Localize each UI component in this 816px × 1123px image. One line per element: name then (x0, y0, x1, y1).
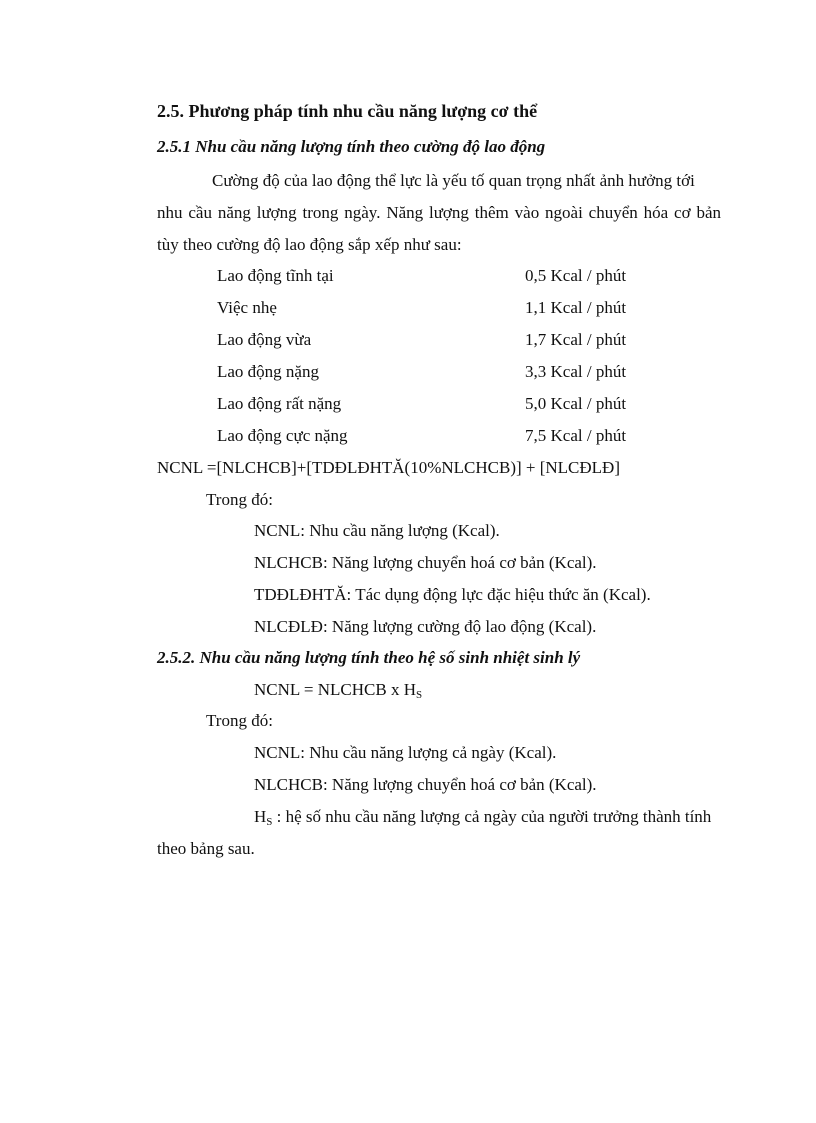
rate-value: 5,0 Kcal / phút (525, 394, 627, 413)
paragraph-line: tùy theo cường độ lao động sắp xếp như sau: (157, 235, 462, 254)
definition-line: TDĐLĐHTĂ: Tác dụng động lực đặc hiệu thức ăn (Kcal). (254, 585, 651, 604)
formula-main: NCNL = NLCHCB x H (254, 680, 416, 699)
rate-value: 0,5 Kcal / phút (525, 266, 627, 285)
definition-line: NCNL: Nhu cầu năng lượng (Kcal). (254, 521, 500, 540)
definition-line: NLCĐLĐ: Năng lượng cường độ lao động (Kcal). (254, 617, 597, 636)
hs-subscript: S (266, 816, 273, 828)
subsection-1-title: 2.5.1 Nhu cầu năng lượng tính theo cường độ lao động (157, 137, 546, 156)
rate-label: Lao động tĩnh tại (217, 266, 334, 285)
rate-value: 7,5 Kcal / phút (525, 426, 627, 445)
hs-description: : hệ số nhu cầu năng lượng cả ngày của người trưởng thành tính (272, 807, 712, 826)
rate-label: Lao động nặng (217, 362, 319, 381)
rate-value: 3,3 Kcal / phút (525, 362, 627, 381)
rate-label: Lao động rất nặng (217, 394, 342, 413)
formula-subscript: S (415, 689, 423, 701)
rate-label: Lao động vừa (217, 330, 312, 349)
section-title: 2.5. Phương pháp tính nhu cầu năng lượng cơ thể (157, 101, 538, 121)
where-label: Trong đó: (206, 490, 273, 509)
definition-line-hs (254, 806, 711, 828)
subsection-2-title: 2.5.2. Nhu cầu năng lượng tính theo hệ số sinh nhiệt sinh lý (157, 648, 581, 667)
paragraph-line: Cường độ của lao động thể lực là yếu tố quan trọng nhất ảnh hưởng tới (212, 171, 695, 190)
rate-label: Việc nhẹ (217, 298, 277, 317)
formula: NCNL =[NLCHCB]+[TDĐLĐHTĂ(10%NLCHCB)] + [NLCĐLĐ] (157, 458, 620, 477)
rate-label: Lao động cực nặng (217, 426, 348, 445)
rate-value: 1,7 Kcal / phút (525, 330, 627, 349)
formula-hs (254, 679, 422, 701)
definition-line: NLCHCB: Năng lượng chuyển hoá cơ bản (Kcal). (254, 775, 597, 794)
definition-line: NCNL: Nhu cầu năng lượng cả ngày (Kcal). (254, 743, 557, 762)
rate-value: 1,1 Kcal / phút (525, 298, 627, 317)
where-label: Trong đó: (206, 711, 273, 730)
definition-line: NLCHCB: Năng lượng chuyển hoá cơ bản (Kcal). (254, 553, 597, 572)
paragraph-line: nhu cầu năng lượng trong ngày. Năng lượng thêm vào ngoài chuyển hóa cơ bản (157, 203, 721, 222)
paragraph-line: theo bảng sau. (157, 839, 255, 858)
hs-symbol: H (254, 807, 267, 826)
